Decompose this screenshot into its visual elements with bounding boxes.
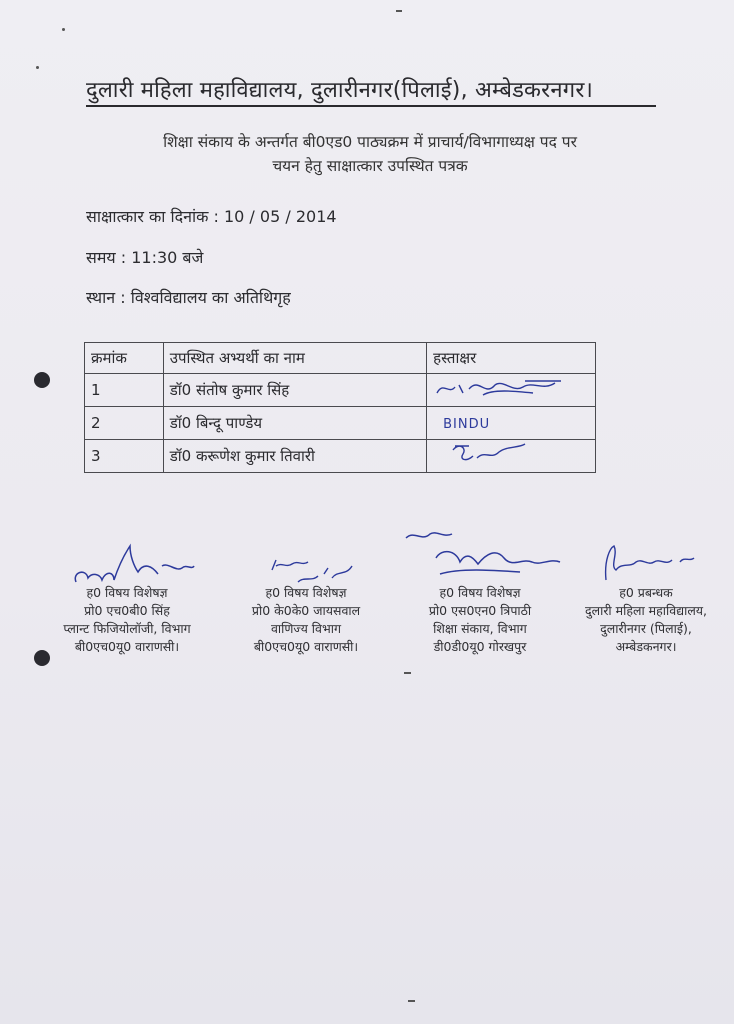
interview-time: समय : 11:30 बजे (86, 248, 204, 267)
handwritten-signature: BINDU (443, 417, 491, 432)
signatory-designation: ह0 विषय विशेषज्ञ (86, 585, 168, 600)
signatory-designation: ह0 विषय विशेषज्ञ (265, 585, 347, 600)
handwritten-signature (433, 440, 553, 468)
signatory-name: प्रो0 के0के0 जायसवाल (251, 603, 361, 618)
signatory-name: प्रो0 एच0बी0 सिंह (84, 603, 170, 618)
row-serial: 3 (85, 440, 164, 473)
attendance-table (84, 342, 596, 473)
signatory-institution: डी0डी0यू0 गोरखपुर (433, 639, 527, 654)
signatory-department: शिक्षा संकाय, विभाग (433, 621, 527, 636)
row-candidate-name: डॉ0 बिन्दू पाण्डेय (163, 407, 426, 440)
signatory-department: वाणिज्य विभाग (270, 621, 342, 636)
college-title: दुलारी महिला महाविद्यालय, दुलारीनगर(पिलाई), अम्बेडकरनगर। (86, 74, 656, 107)
row-signature (427, 407, 596, 440)
header-candidate-name: उपस्थित अभ्यर्थी का नाम (163, 343, 426, 374)
paper-speck (408, 1000, 415, 1002)
row-serial: 1 (85, 374, 164, 407)
punch-hole (34, 372, 50, 388)
row-signature (427, 440, 596, 473)
handwritten-signature (433, 375, 573, 401)
manager-signature (596, 540, 706, 586)
signatory-designation: ह0 प्रबन्धक (619, 585, 673, 600)
table-row (85, 407, 596, 440)
signatory-department: प्लान्ट फिजियोलॉजी, विभाग (63, 621, 191, 636)
signatory-designation: ह0 विषय विशेषज्ञ (439, 585, 521, 600)
subtitle-line-1: शिक्षा संकाय के अन्तर्गत बी0एड0 पाठ्यक्रम में प्राचार्य/विभागाध्यक्ष पद पर (163, 133, 577, 151)
header-signature: हस्ताक्षर (427, 343, 596, 374)
row-signature (427, 374, 596, 407)
interview-date: साक्षात्कार का दिनांक : 10 / 05 / 2014 (86, 207, 337, 226)
row-serial: 2 (85, 407, 164, 440)
row-candidate-name: डॉ0 करूणेश कुमार तिवारी (163, 440, 426, 473)
signatory-block-1 (34, 584, 220, 656)
signatory-name: दुलारी महिला महाविद्यालय, (584, 603, 708, 618)
header-serial: क्रमांक (85, 343, 164, 374)
signatory-block-4 (568, 584, 724, 656)
signatory-institution: बी0एच0यू0 वाराणसी। (253, 639, 359, 654)
signatory-institution: अम्बेडकनगर। (615, 639, 677, 654)
signatory-institution: बी0एच0यू0 वाराणसी। (74, 639, 180, 654)
examiner-3-signature (400, 528, 580, 588)
table-header-row (85, 343, 596, 374)
signatory-name: प्रो0 एस0एन0 त्रिपाठी (428, 603, 532, 618)
paper-speck (62, 28, 65, 31)
signatory-department: दुलारीनगर (पिलाई), (600, 621, 692, 636)
signatory-block-3 (392, 584, 568, 656)
subtitle-line-2: चयन हेतु साक्षात्कार उपस्थित पत्रक (272, 157, 468, 175)
row-candidate-name: डॉ0 संतोष कुमार सिंह (163, 374, 426, 407)
table-row (85, 440, 596, 473)
signatory-block-2 (222, 584, 390, 656)
paper-speck (396, 10, 402, 12)
paper-speck (36, 66, 39, 69)
interview-place: स्थान : विश्वविद्यालय का अतिथिगृह (86, 288, 291, 307)
table-row (85, 374, 596, 407)
paper-speck (404, 672, 411, 674)
document-subtitle (60, 130, 680, 178)
